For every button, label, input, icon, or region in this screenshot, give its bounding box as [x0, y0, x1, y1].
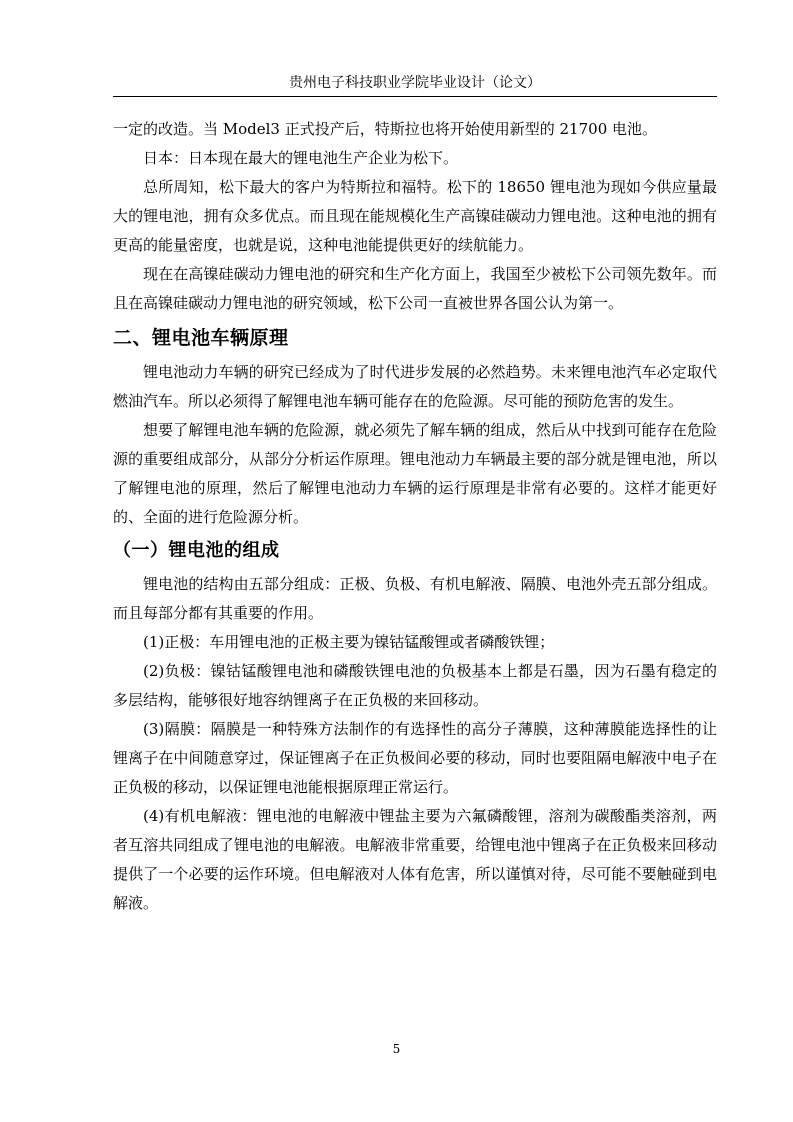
- list-item-anode: (2)负极：镍钴锰酸锂电池和磷酸铁锂电池的负极基本上都是石墨，因为石墨有稳定的多层结构，能够很好地容纳锂离子在正负极的来回移动。: [113, 662, 717, 709]
- running-header: 贵州电子科技职业学院毕业设计（论文）: [289, 75, 541, 91]
- paragraph-intro-1: 一定的改造。当 Model3 正式投产后，特斯拉也将开始使用新型的 21700 电池。: [113, 120, 658, 138]
- section-paragraph-1: 锂电池动力车辆的研究已经成为了时代进步发展的必然趋势。未来锂电池汽车必定取代燃油汽车。所以必须得了解锂电池车辆可能存在的危险源。尽可能的预防危害的发生。: [113, 363, 717, 410]
- subsection-heading: （一）锂电池的组成: [113, 540, 280, 561]
- list-item-separator: (3)隔膜：隔膜是一种特殊方法制作的有选择性的高分子薄膜，这种薄膜能选择性的让锂离子在中间随意穿过，保证锂离子在正负极间必要的移动，同时也要阻隔电解液中电子在正负极的移动，以保证锂电池能根据原理正常运行。: [113, 720, 717, 796]
- section-heading: 二、锂电池车辆原理: [113, 327, 289, 349]
- page-number: 5: [392, 1042, 401, 1056]
- subsection-paragraph-1: 锂电池的结构由五部分组成：正极、负极、有机电解液、隔膜、电池外壳五部分组成。而且每部分都有其重要的作用。: [113, 575, 717, 622]
- paragraph-intro-4: 现在在高镍硅碳动力锂电池的研究和生产化方面上，我国至少被松下公司领先数年。而且在高镍硅碳动力锂电池的研究领域，松下公司一直被世界各国公认为第一。: [113, 265, 717, 312]
- section-paragraph-2: 想要了解锂电池车辆的危险源，就必须先了解车辆的组成，然后从中找到可能存在危险源的重要组成部分，从部分分析运作原理。锂电池动力车辆最主要的部分就是锂电池，所以了解锂电池的原理，然后了解锂电池动力车辆的运行原理是非常有必要的。这样才能更好的、全面的进行危险源分析。: [113, 421, 717, 526]
- page-body: [113, 115, 717, 918]
- paragraph-intro-2: 日本：日本现在最大的锂电池生产企业为松下。: [143, 149, 459, 167]
- paragraph-intro-3: 总所周知，松下最大的客户为特斯拉和福特。松下的 18650 锂电池为现如今供应量最大的锂电池，拥有众多优点。而且现在能规模化生产高镍硅碳动力锂电池。这种电池的拥有更高的能量密度，也就是说，这种电池能提供更好的续航能力。: [113, 178, 717, 254]
- list-item-electrolyte: (4)有机电解液：锂电池的电解液中锂盐主要为六氟磷酸锂，溶剂为碳酸酯类溶剂，两者互溶共同组成了锂电池的电解液。电解液非常重要，给锂电池中锂离子在正负极来回移动提供了一个必要的运作环境。但电解液对人体有危害，所以谨慎对待，尽可能不要触碰到电解液。: [113, 807, 717, 912]
- header-rule: [113, 96, 717, 97]
- list-item-cathode: (1)正极：车用锂电池的正极主要为镍钴锰酸锂或者磷酸铁锂；: [143, 633, 555, 651]
